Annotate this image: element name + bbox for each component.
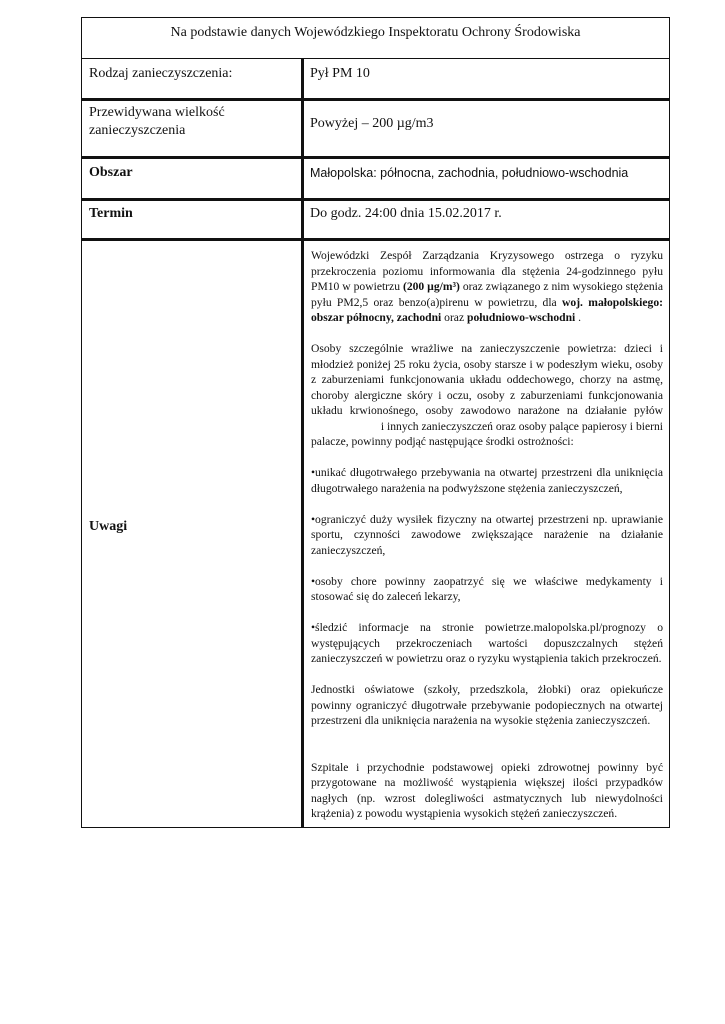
pollution-type-value: Pył PM 10 xyxy=(310,66,370,81)
remarks-text xyxy=(311,248,663,822)
remarks-paragraph-sensitive-groups: Osoby szczególnie wrażliwe na zanieczyszczenie powietrza: dzieci i młodzież poniżej 25 roku życia, osoby starsze i w podeszłym wieku, osoby z zaburzeniami funkcjonowania układu oddechowego, chorzy na astmę, choroby alergiczne skóry i oczu, osoby z zaburzeniami funkcjonowania układu krwionośnego, osoby zawodowo narażone na działanie pyłów i innych zanieczyszczeń oraz osoby palące papierosy i bierni palacze, powinny podjąć następujące środki ostrożności: xyxy=(311,342,663,448)
deadline-value: Do godz. 24:00 dnia 15.02.2017 r. xyxy=(310,206,502,221)
remarks-paragraph-hospitals: Szpitale i przychodnie podstawowej opieki zdrowotnej powinny być przygotowane na możliwość wystąpienia większej ilości przypadków nagłych (np. wzrost dolegliwości astmatycznych lub niewydolności krążenia) z powodu wystąpienia wysokich stężeń zanieczyszczeń. xyxy=(311,760,663,820)
expected-level-label-line1: Przewidywana wielkość xyxy=(89,105,225,120)
row-divider xyxy=(82,198,669,201)
remarks-label: Uwagi xyxy=(89,519,128,534)
area-value: Małopolska: północna, zachodnia, południowo-wschodnia xyxy=(310,166,629,180)
warning-table xyxy=(81,17,670,828)
remarks-bullet: •śledzić informacje na stronie powietrze.malopolska.pl/prognozy o występujących przekroczeniach wartości dopuszczalnych stężeń zanieczyszczeń w powietrzu oraz o ryzyku wystąpienia takich przekroczeń. xyxy=(311,621,663,665)
row-divider xyxy=(82,58,669,59)
pollution-type-label: Rodzaj zanieczyszczenia: xyxy=(89,66,233,81)
remarks-paragraph-schools: Jednostki oświatowe (szkoły, przedszkola, żłobki) oraz opiekuńcze powinny ograniczyć długotrwałe przebywanie podopiecznych na otwartej przestrzeni dla uniknięcia narażenia na wysokie stężenia zanieczyszczeń. xyxy=(311,683,663,727)
area-label: Obszar xyxy=(89,165,133,180)
table-title: Na podstawie danych Wojewódzkiego Inspektoratu Ochrony Środowiska xyxy=(170,25,581,40)
expected-level-value: Powyżej – 200 µg/m3 xyxy=(310,116,434,131)
expected-level-label-line2: zanieczyszczenia xyxy=(89,123,186,138)
remarks-bullet: •ograniczyć duży wysiłek fizyczny na otwartej przestrzeni np. uprawianie sportu, czynności zawodowe zwiększające narażenie na działanie zanieczyszczeń, xyxy=(311,512,663,557)
deadline-label: Termin xyxy=(89,206,133,221)
expected-level-label xyxy=(89,104,225,140)
row-divider xyxy=(82,238,669,241)
remarks-bullet: •osoby chore powinny zaopatrzyć się we właściwe medykamenty i stosować się do zaleceń lekarzy, xyxy=(311,574,663,603)
remarks-bullet: •unikać długotrwałego przebywania na otwartej przestrzeni dla uniknięcia długotrwałego narażenia na podwyższone stężenia zanieczyszczeń, xyxy=(311,466,663,495)
row-divider xyxy=(82,156,669,159)
column-divider xyxy=(301,58,304,827)
remarks-paragraph-warning: Wojewódzki Zespół Zarządzania Kryzysowego ostrzega o ryzyku przekroczenia poziomu informowania dla stężenia 24-godzinnego pyłu PM10 w powietrzu (200 µg/m³) oraz związanego z nim wysokiego stężenia pyłu PM2,5 oraz benzo(a)pirenu w powietrzu, dla woj. małopolskiego: obszar północny, zachodni oraz południowo-wschodni . xyxy=(311,249,664,324)
row-divider xyxy=(82,98,669,101)
